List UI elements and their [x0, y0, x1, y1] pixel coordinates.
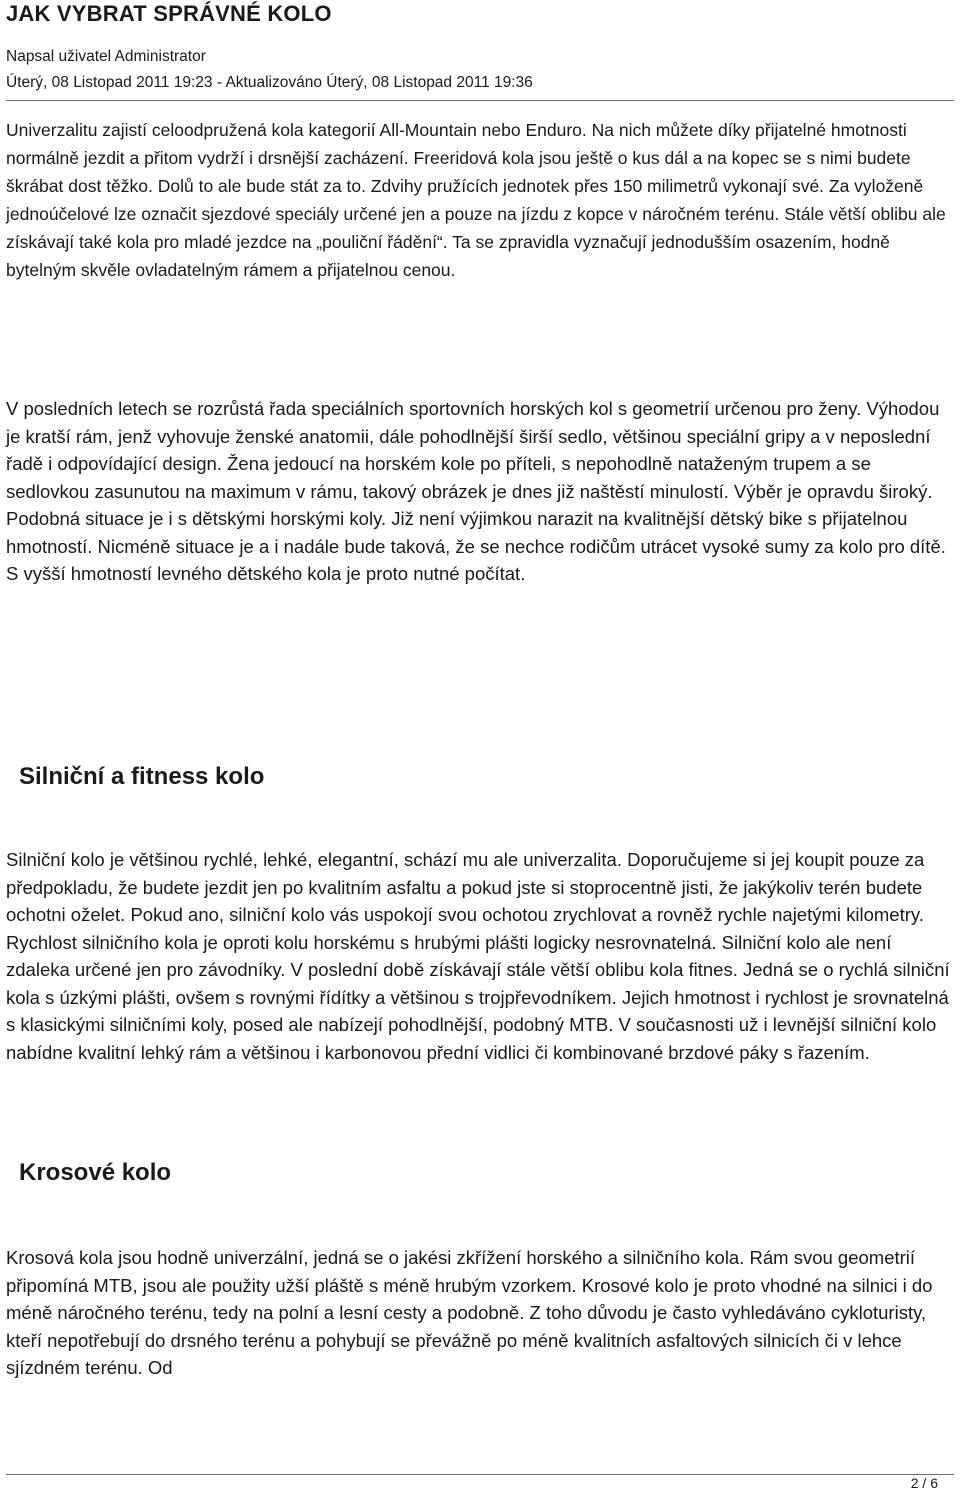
author-line: Napsal uživatel Administrator [6, 48, 206, 65]
section-heading-cross: Krosové kolo [19, 1159, 172, 1186]
paragraph-road-bike: Silniční kolo je většinou rychlé, lehké, elegantní, schází mu ale univerzalita. Doporučujeme si jej koupit pouze za předpokladu, že budete jezdit jen po kvalitním asfaltu a pokud jste si stoprocentně jisti, že jakýkoliv terén budete ochotni oželet. Pokud ano, silniční kolo vás uspokojí svou ochotou zrychlovat a rovněž rychle najetými kilometry. Rychlost silničního kola je oproti kolu horskému s hrubými plášti logicky nesrovnatelná. Silniční kolo ale není zdaleka určené jen pro závodníky. V poslední době získávají stále větší oblibu kola fitnes. Jedná se o rychlá silniční kola s úzkými plášti, ovšem s rovnými řídítky a většinou s trojpřevodníkem. Jejich hmotnost i rychlost je srovnatelná s klasickými silničními koly, posed ale nabízejí pohodlnější, podobný MTB. V současnosti už i levnější silniční kolo nabídne kvalitní lehký rám a většinou i karbonovou přední vidlici či kombinované brzdové páky s řazením. [6, 849, 950, 1063]
paragraph-cross-bike: Krosová kola jsou hodně univerzální, jedná se o jakési zkřížení horského a silničního kola. Rám svou geometrií připomíná MTB, jsou ale použity užší pláště s méně hrubým vzorkem. Krosové kolo je proto vhodné na silnici i do méně náročného terénu, tedy na polní a lesní cesty a podobně. Z toho důvodu je často vyhledáváno cykloturisty, kteří nepotřebují do drsného terénu a pohybují se převážně po méně kvalitních asfaltových silnicích či v lehce sjízdném terénu. Od [6, 1247, 933, 1378]
paragraph-full-suspension: Univerzalitu zajistí celoodpružená kola kategorií All-Mountain nebo Enduro. Na nich můžete díky přijatelné hmotnosti normálně jezdit a přitom vydrží i drsnější zacházení. Freeridová kola jsou ještě o kus dál a na kopec se s nimi budete škrábat dost těžko. Dolů to ale bude stát za to. Zdvihy pružících jednotek přes 150 milimetrů vykonají své. Za vyloženě jednoúčelové lze označit sjezdové speciály určené jen a pouze na jízdu z kopce v náročném terénu. Stále větší oblibu ale získávají také kola pro mladé jezdce na „pouliční řádění“. Ta se zpravidla vyznačují jednodušším osazením, hodně bytelným skvěle ovladatelným rámem a přijatelnou cenou. [6, 120, 946, 280]
document-title: JAK VYBRAT SPRÁVNÉ KOLO [6, 1, 332, 26]
paragraph-women-kids-bikes: V posledních letech se rozrůstá řada speciálních sportovních horských kol s geometrií určenou pro ženy. Výhodou je kratší rám, jenž vyhovuje ženské anatomii, dále pohodlnější širší sedlo, většinou speciální gripy a v neposlední řadě i odpovídající design. Žena jedoucí na horském kole po příteli, s nepohodlně nataženým trupem a se sedlovkou zasunutou na maximum v rámu, takový obrázek je dnes již naštěstí minulostí. Výběr je opravdu široký. Podobná situace je i s dětskými horskými koly. Již není výjimkou narazit na kvalitnější dětský bike s přijatelnou hmotností. Nicméně situace je a i nadále bude taková, že se nechce rodičům utrácet vysoké sumy za kolo pro dítě. S vyšší hmotností levného dětského kola je proto nutné počítat. [6, 398, 946, 584]
header-divider [6, 100, 954, 101]
section-heading-road-fitness: Silniční a fitness kolo [19, 763, 265, 790]
date-line: Úterý, 08 Listopad 2011 19:23 - Aktualizováno Úterý, 08 Listopad 2011 19:36 [6, 74, 533, 91]
page-number: 2 / 6 [910, 1475, 938, 1491]
footer-divider [6, 1474, 954, 1475]
